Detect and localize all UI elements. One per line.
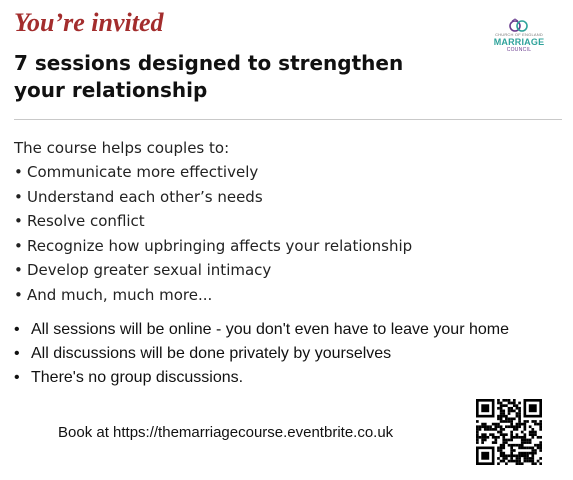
qr-module — [500, 420, 503, 423]
qr-module — [508, 402, 511, 405]
qr-module — [531, 457, 534, 460]
qr-module — [497, 425, 500, 428]
qr-module — [500, 454, 503, 457]
qr-module — [489, 433, 492, 436]
bullet-icon: • — [14, 212, 23, 231]
qr-module — [518, 402, 521, 405]
qr-module — [492, 428, 495, 431]
divider — [14, 119, 562, 120]
qr-module — [516, 425, 519, 428]
qr-module — [508, 439, 511, 442]
qr-module — [516, 428, 519, 431]
qr-module — [524, 439, 527, 442]
qr-finder — [529, 404, 537, 412]
qr-module — [508, 454, 511, 457]
qr-module — [524, 457, 527, 460]
qr-module — [518, 457, 521, 460]
qr-module — [531, 431, 534, 434]
qr-module — [531, 462, 534, 465]
bullet-icon: • — [14, 187, 23, 206]
qr-module — [505, 433, 508, 436]
qr-module — [531, 428, 534, 431]
qr-module — [502, 441, 505, 444]
bullet-icon: • — [14, 236, 23, 255]
qr-module — [539, 449, 542, 452]
qr-module — [518, 410, 521, 413]
qr-code-icon[interactable] — [476, 399, 542, 465]
qr-module — [497, 457, 500, 460]
qr-module — [497, 417, 500, 420]
qr-module — [537, 444, 540, 447]
qr-module — [518, 412, 521, 415]
qr-module — [508, 399, 511, 402]
qr-module — [481, 436, 484, 439]
qr-module — [516, 444, 519, 447]
fact-text: There's no group discussions. — [31, 369, 244, 386]
qr-module — [508, 412, 511, 415]
fact-text: All sessions will be online - you don't even have to leave your home — [31, 321, 509, 338]
qr-module — [497, 402, 500, 405]
qr-module — [516, 436, 519, 439]
qr-module — [502, 436, 505, 439]
qr-module — [524, 433, 527, 436]
qr-module — [531, 449, 534, 452]
qr-module — [508, 425, 511, 428]
qr-module — [524, 436, 527, 439]
qr-module — [529, 439, 532, 442]
qr-module — [500, 444, 503, 447]
qr-module — [500, 415, 503, 418]
qr-module — [513, 444, 516, 447]
qr-module — [508, 460, 511, 463]
qr-module — [484, 439, 487, 442]
qr-module — [500, 431, 503, 434]
qr-module — [481, 441, 484, 444]
qr-module — [518, 447, 521, 450]
qr-module — [505, 420, 508, 423]
qr-module — [526, 460, 529, 463]
qr-module — [487, 428, 490, 431]
qr-module — [516, 460, 519, 463]
qr-module — [497, 447, 500, 450]
list-item — [14, 344, 509, 368]
qr-module — [524, 452, 527, 455]
benefit-text: Recognize how upbringing affects your relationship — [27, 236, 413, 255]
qr-module — [508, 407, 511, 410]
qr-module — [521, 462, 524, 465]
qr-module — [534, 431, 537, 434]
qr-module — [494, 423, 497, 426]
qr-module — [531, 447, 534, 450]
booking-link-text: Book at https://themarriagecourse.eventbrite.co.uk — [58, 424, 394, 441]
qr-module — [505, 439, 508, 442]
qr-module — [492, 423, 495, 426]
logo-sub-text: COUNCIL — [506, 47, 532, 53]
qr-module — [524, 420, 527, 423]
qr-module — [524, 428, 527, 431]
qr-module — [505, 454, 508, 457]
qr-module — [510, 436, 513, 439]
qr-module — [531, 433, 534, 436]
qr-module — [487, 425, 490, 428]
qr-module — [529, 460, 532, 463]
qr-module — [539, 444, 542, 447]
facts-list — [14, 320, 509, 392]
headline-line-2: your relationship — [14, 78, 208, 102]
qr-module — [510, 407, 513, 410]
qr-module — [502, 457, 505, 460]
benefit-text: And much, much more... — [27, 285, 213, 304]
qr-module — [531, 454, 534, 457]
qr-module — [476, 425, 479, 428]
qr-module — [513, 460, 516, 463]
qr-module — [516, 457, 519, 460]
qr-module — [502, 404, 505, 407]
qr-module — [502, 460, 505, 463]
qr-module — [513, 428, 516, 431]
qr-module — [502, 439, 505, 442]
qr-module — [516, 433, 519, 436]
qr-module — [497, 436, 500, 439]
qr-module — [492, 433, 495, 436]
qr-module — [510, 420, 513, 423]
qr-module — [534, 452, 537, 455]
qr-module — [497, 415, 500, 418]
qr-module — [526, 457, 529, 460]
qr-module — [521, 439, 524, 442]
qr-module — [494, 436, 497, 439]
bullet-icon: • — [14, 321, 20, 338]
qr-module — [481, 439, 484, 442]
qr-module — [534, 444, 537, 447]
qr-module — [529, 447, 532, 450]
list-item — [14, 368, 509, 392]
qr-module — [516, 404, 519, 407]
qr-module — [500, 447, 503, 450]
qr-module — [476, 436, 479, 439]
invitation-tagline: You’re invited — [14, 8, 164, 37]
qr-module — [489, 428, 492, 431]
qr-module — [481, 423, 484, 426]
qr-module — [526, 447, 529, 450]
qr-module — [524, 454, 527, 457]
qr-module — [518, 452, 521, 455]
qr-module — [526, 439, 529, 442]
qr-module — [518, 417, 521, 420]
qr-module — [510, 447, 513, 450]
qr-module — [524, 423, 527, 426]
qr-module — [510, 433, 513, 436]
qr-module — [529, 431, 532, 434]
qr-module — [531, 460, 534, 463]
qr-module — [513, 410, 516, 413]
benefit-text: Develop greater sexual intimacy — [27, 261, 272, 280]
qr-module — [539, 428, 542, 431]
qr-module — [494, 439, 497, 442]
bullet-icon: • — [14, 163, 23, 181]
qr-module — [521, 423, 524, 426]
qr-module — [537, 436, 540, 439]
list-item — [14, 285, 412, 310]
qr-module — [497, 431, 500, 434]
bullet-icon: • — [14, 261, 23, 280]
bullet-icon: • — [14, 369, 20, 386]
qr-module — [500, 407, 503, 410]
qr-module — [505, 415, 508, 418]
qr-module — [516, 407, 519, 410]
qr-module — [518, 462, 521, 465]
qr-module — [534, 449, 537, 452]
qr-module — [479, 428, 482, 431]
qr-module — [505, 457, 508, 460]
qr-module — [510, 431, 513, 434]
qr-module — [500, 449, 503, 452]
qr-module — [529, 452, 532, 455]
qr-module — [539, 423, 542, 426]
qr-module — [524, 441, 527, 444]
qr-module — [484, 425, 487, 428]
qr-module — [518, 423, 521, 426]
qr-module — [484, 436, 487, 439]
qr-module — [505, 425, 508, 428]
list-item — [14, 162, 412, 187]
qr-module — [484, 433, 487, 436]
qr-module — [502, 433, 505, 436]
qr-module — [526, 441, 529, 444]
qr-module — [529, 433, 532, 436]
headline-line-1: 7 sessions designed to strengthen — [14, 51, 404, 75]
benefits-list — [14, 162, 412, 310]
qr-module — [508, 420, 511, 423]
qr-module — [524, 425, 527, 428]
list-item — [14, 187, 412, 212]
list-item — [14, 236, 412, 261]
qr-module — [521, 436, 524, 439]
qr-module — [513, 436, 516, 439]
qr-module — [516, 462, 519, 465]
logo-small-text: CHURCH OF ENGLAND — [495, 32, 543, 37]
qr-module — [521, 444, 524, 447]
qr-module — [500, 428, 503, 431]
qr-module — [494, 441, 497, 444]
qr-module — [502, 452, 505, 455]
qr-module — [539, 462, 542, 465]
bullet-icon: • — [14, 285, 23, 304]
qr-module — [476, 441, 479, 444]
qr-module — [516, 412, 519, 415]
benefit-text: Resolve conflict — [27, 212, 145, 231]
qr-module — [537, 460, 540, 463]
qr-module — [502, 454, 505, 457]
qr-module — [502, 415, 505, 418]
list-item — [14, 211, 412, 236]
qr-module — [497, 449, 500, 452]
qr-module — [524, 460, 527, 463]
qr-module — [521, 447, 524, 450]
qr-module — [518, 454, 521, 457]
qr-finder — [481, 452, 489, 460]
qr-module — [513, 417, 516, 420]
qr-finder — [481, 404, 489, 412]
qr-module — [494, 425, 497, 428]
qr-module — [518, 436, 521, 439]
page-title — [14, 50, 434, 104]
qr-module — [529, 425, 532, 428]
qr-module — [510, 454, 513, 457]
qr-module — [484, 428, 487, 431]
qr-module — [487, 436, 490, 439]
qr-module — [510, 402, 513, 405]
qr-module — [531, 436, 534, 439]
qr-module — [534, 420, 537, 423]
qr-module — [489, 425, 492, 428]
qr-module — [505, 441, 508, 444]
qr-module — [534, 423, 537, 426]
qr-module — [513, 425, 516, 428]
qr-module — [539, 441, 542, 444]
qr-module — [500, 452, 503, 455]
qr-module — [502, 399, 505, 402]
qr-module — [510, 460, 513, 463]
qr-module — [508, 417, 511, 420]
qr-module — [481, 425, 484, 428]
qr-module — [476, 431, 479, 434]
qr-module — [518, 460, 521, 463]
qr-module — [508, 444, 511, 447]
qr-module — [529, 441, 532, 444]
qr-module — [500, 460, 503, 463]
qr-module — [476, 433, 479, 436]
qr-module — [537, 423, 540, 426]
qr-module — [497, 407, 500, 410]
qr-module — [479, 425, 482, 428]
qr-module — [513, 454, 516, 457]
qr-module — [500, 412, 503, 415]
qr-module — [513, 399, 516, 402]
qr-module — [510, 444, 513, 447]
wedding-rings-icon — [506, 18, 532, 32]
qr-module — [497, 399, 500, 402]
qr-module — [510, 425, 513, 428]
qr-module — [518, 420, 521, 423]
qr-module — [526, 420, 529, 423]
qr-module — [502, 412, 505, 415]
qr-module — [510, 439, 513, 442]
qr-module — [537, 447, 540, 450]
qr-module — [531, 420, 534, 423]
qr-module — [539, 425, 542, 428]
qr-module — [513, 449, 516, 452]
marriage-council-logo — [485, 18, 553, 70]
qr-module — [539, 447, 542, 450]
qr-module — [505, 417, 508, 420]
qr-module — [539, 436, 542, 439]
qr-module — [479, 436, 482, 439]
qr-module — [476, 439, 479, 442]
qr-module — [518, 407, 521, 410]
qr-module — [521, 441, 524, 444]
qr-module — [524, 447, 527, 450]
qr-module — [500, 404, 503, 407]
qr-module — [526, 452, 529, 455]
qr-module — [513, 404, 516, 407]
qr-module — [518, 444, 521, 447]
qr-module — [502, 447, 505, 450]
qr-module — [500, 410, 503, 413]
qr-module — [539, 420, 542, 423]
benefit-text: Understand each other’s needs — [27, 187, 263, 206]
qr-module — [500, 417, 503, 420]
qr-module — [534, 462, 537, 465]
qr-module — [497, 462, 500, 465]
course-intro: The course helps couples to: — [14, 139, 230, 157]
qr-module — [492, 436, 495, 439]
benefit-text: Communicate more effectively — [27, 163, 259, 181]
list-item — [14, 320, 509, 344]
qr-module — [500, 425, 503, 428]
qr-module — [492, 441, 495, 444]
qr-module — [476, 428, 479, 431]
bullet-icon: • — [14, 345, 20, 362]
qr-module — [481, 433, 484, 436]
qr-module — [510, 452, 513, 455]
qr-module — [518, 415, 521, 418]
qr-module — [510, 410, 513, 413]
list-item — [14, 260, 412, 285]
qr-module — [510, 417, 513, 420]
qr-module — [505, 399, 508, 402]
qr-module — [502, 444, 505, 447]
qr-module — [508, 410, 511, 413]
qr-module — [539, 457, 542, 460]
qr-module — [505, 462, 508, 465]
qr-module — [476, 420, 479, 423]
qr-module — [494, 428, 497, 431]
qr-module — [497, 423, 500, 426]
qr-module — [521, 452, 524, 455]
qr-module — [502, 420, 505, 423]
qr-module — [513, 402, 516, 405]
qr-module — [510, 449, 513, 452]
qr-module — [500, 433, 503, 436]
qr-module — [521, 431, 524, 434]
qr-module — [518, 425, 521, 428]
qr-module — [526, 454, 529, 457]
qr-module — [534, 433, 537, 436]
qr-module — [521, 454, 524, 457]
qr-module — [516, 423, 519, 426]
qr-module — [502, 428, 505, 431]
qr-module — [516, 454, 519, 457]
qr-module — [531, 452, 534, 455]
qr-module — [505, 404, 508, 407]
qr-module — [510, 457, 513, 460]
qr-module — [500, 402, 503, 405]
qr-module — [510, 423, 513, 426]
logo-name: MARRIAGE — [493, 37, 545, 47]
fact-text: All discussions will be done privately by yourselves — [31, 345, 392, 362]
qr-module — [516, 415, 519, 418]
qr-module — [529, 457, 532, 460]
qr-module — [502, 410, 505, 413]
qr-module — [484, 423, 487, 426]
